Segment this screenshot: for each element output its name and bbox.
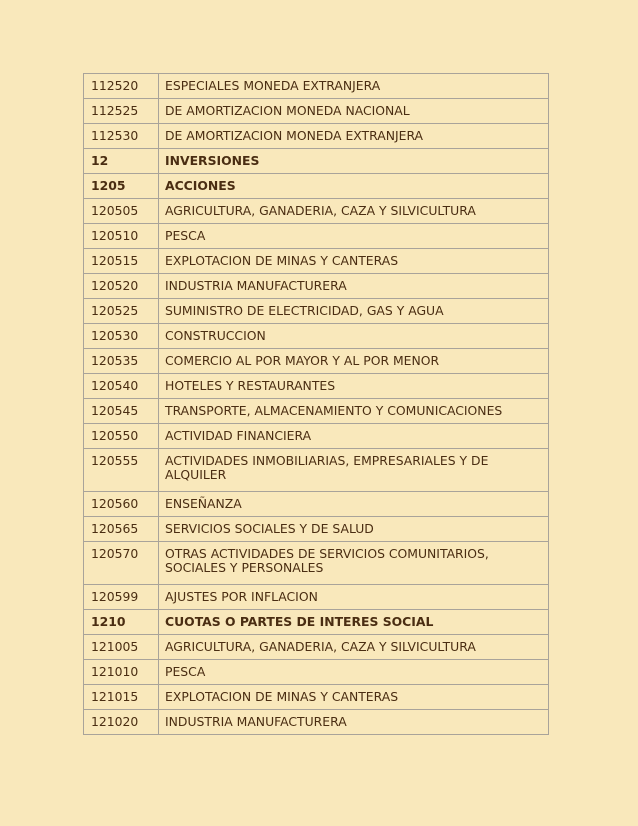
- account-code: 120545: [84, 399, 159, 424]
- table-row: [84, 424, 549, 449]
- table-row: [84, 349, 549, 374]
- account-name: COMERCIO AL POR MAYOR Y AL POR MENOR: [159, 349, 549, 374]
- table-row: [84, 585, 549, 610]
- account-name: ENSEÑANZA: [159, 492, 549, 517]
- account-code: 120520: [84, 274, 159, 299]
- table-row-heading: [84, 149, 549, 174]
- account-name: DE AMORTIZACION MONEDA NACIONAL: [159, 99, 549, 124]
- table-row: [84, 299, 549, 324]
- account-code: 120550: [84, 424, 159, 449]
- account-name: DE AMORTIZACION MONEDA EXTRANJERA: [159, 124, 549, 149]
- account-name: AGRICULTURA, GANADERIA, CAZA Y SILVICULTURA: [159, 199, 549, 224]
- account-code: 121015: [84, 685, 159, 710]
- account-name: AGRICULTURA, GANADERIA, CAZA Y SILVICULTURA: [159, 635, 549, 660]
- account-name: HOTELES Y RESTAURANTES: [159, 374, 549, 399]
- account-name: CUOTAS O PARTES DE INTERES SOCIAL: [159, 610, 549, 635]
- table-row: [84, 492, 549, 517]
- account-code: 112530: [84, 124, 159, 149]
- table-row: [84, 199, 549, 224]
- account-name: INDUSTRIA MANUFACTURERA: [159, 274, 549, 299]
- account-code: 120599: [84, 585, 159, 610]
- table-row: [84, 399, 549, 424]
- table-row: [84, 224, 549, 249]
- table-row: [84, 685, 549, 710]
- account-name: SUMINISTRO DE ELECTRICIDAD, GAS Y AGUA: [159, 299, 549, 324]
- account-code: 120515: [84, 249, 159, 274]
- account-name: AJUSTES POR INFLACION: [159, 585, 549, 610]
- account-code: 120535: [84, 349, 159, 374]
- account-code: 120505: [84, 199, 159, 224]
- account-code: 120565: [84, 517, 159, 542]
- account-name: TRANSPORTE, ALMACENAMIENTO Y COMUNICACIONES: [159, 399, 549, 424]
- account-name: ACCIONES: [159, 174, 549, 199]
- account-name: EXPLOTACION DE MINAS Y CANTERAS: [159, 685, 549, 710]
- table-row: [84, 449, 549, 492]
- table-row: [84, 710, 549, 735]
- account-name: INVERSIONES: [159, 149, 549, 174]
- account-code: 120510: [84, 224, 159, 249]
- account-code: 1210: [84, 610, 159, 635]
- account-name: ACTIVIDADES INMOBILIARIAS, EMPRESARIALES Y DE ALQUILER: [159, 449, 549, 492]
- account-name: CONSTRUCCION: [159, 324, 549, 349]
- account-name: PESCA: [159, 660, 549, 685]
- accounts-table-body: [84, 74, 549, 735]
- table-row: [84, 517, 549, 542]
- account-code: 120555: [84, 449, 159, 492]
- account-name: OTRAS ACTIVIDADES DE SERVICIOS COMUNITARIOS, SOCIALES Y PERSONALES: [159, 542, 549, 585]
- account-name: PESCA: [159, 224, 549, 249]
- table-row-heading: [84, 610, 549, 635]
- table-row: [84, 274, 549, 299]
- account-code: 120540: [84, 374, 159, 399]
- account-name: ESPECIALES MONEDA EXTRANJERA: [159, 74, 549, 99]
- table-row-heading: [84, 174, 549, 199]
- account-code: 121010: [84, 660, 159, 685]
- account-code: 120570: [84, 542, 159, 585]
- account-code: 112525: [84, 99, 159, 124]
- account-name: INDUSTRIA MANUFACTURERA: [159, 710, 549, 735]
- table-row: [84, 124, 549, 149]
- table-row: [84, 324, 549, 349]
- account-name: SERVICIOS SOCIALES Y DE SALUD: [159, 517, 549, 542]
- table-row: [84, 249, 549, 274]
- account-code: 121005: [84, 635, 159, 660]
- account-code: 120525: [84, 299, 159, 324]
- table-row: [84, 99, 549, 124]
- table-row: [84, 660, 549, 685]
- table-row: [84, 542, 549, 585]
- account-code: 120560: [84, 492, 159, 517]
- account-code: 112520: [84, 74, 159, 99]
- table-row: [84, 374, 549, 399]
- account-name: EXPLOTACION DE MINAS Y CANTERAS: [159, 249, 549, 274]
- account-code: 12: [84, 149, 159, 174]
- account-code: 1205: [84, 174, 159, 199]
- account-name: ACTIVIDAD FINANCIERA: [159, 424, 549, 449]
- table-row: [84, 74, 549, 99]
- account-code: 121020: [84, 710, 159, 735]
- accounts-table: [83, 73, 549, 735]
- account-code: 120530: [84, 324, 159, 349]
- table-row: [84, 635, 549, 660]
